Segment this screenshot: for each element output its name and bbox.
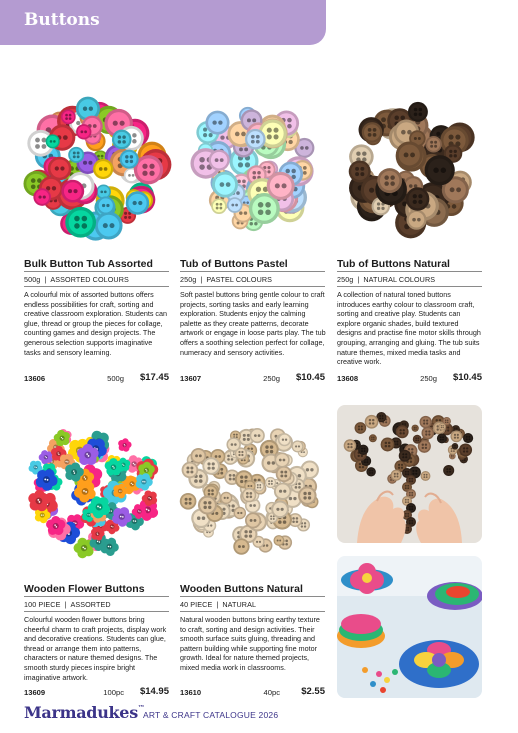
- product-title-13608: Tub of Buttons Natural: [337, 258, 450, 270]
- product-code: 13606: [24, 374, 46, 383]
- product-qty: 500g: [107, 374, 124, 383]
- product-size: 500g: [24, 275, 41, 284]
- product-variant: NATURAL COLOURS: [363, 275, 436, 284]
- product-price: $10.45: [295, 372, 325, 383]
- product-title-13606: Bulk Button Tub Assorted: [24, 258, 153, 270]
- product-price: $17.45: [139, 372, 169, 383]
- section-banner: [0, 0, 326, 45]
- product-code: 13607: [180, 374, 202, 383]
- product-meta: 250g | NATURAL COLOURS: [337, 275, 436, 284]
- product-qty: 250g: [420, 374, 437, 383]
- product-size: 250g: [180, 275, 197, 284]
- product-title-13609: Wooden Flower Buttons: [24, 583, 145, 595]
- brand-trademark: ™: [137, 703, 145, 712]
- product-title-13610: Wooden Buttons Natural: [180, 583, 303, 595]
- meta-divider: [180, 611, 325, 612]
- product-description: Colourful wooden flower buttons bring cheerful charm to craft projects, display work and decorative creations. Students can glue, thread or arrange them into patterns, characters or nature themed designs. The smooth sturdy pieces inspire bright imaginative artwork.: [24, 615, 167, 682]
- price-row: [337, 372, 482, 384]
- product-qty: 250g: [263, 374, 280, 383]
- title-divider: [24, 596, 169, 597]
- product-variant: PASTEL COLOURS: [206, 275, 273, 284]
- flower-buttons-image: [16, 408, 168, 568]
- title-divider: [337, 271, 482, 272]
- product-meta: 250g | PASTEL COLOURS: [180, 275, 273, 284]
- product-price: $10.45: [452, 372, 482, 383]
- price-row: [180, 686, 325, 698]
- meta-divider: [24, 286, 169, 287]
- product-code: 13610: [180, 688, 202, 697]
- price-row: [24, 686, 169, 698]
- meta-divider: [24, 611, 169, 612]
- product-meta: 500g | ASSORTED COLOURS: [24, 275, 129, 284]
- product-title-13607: Tub of Buttons Pastel: [180, 258, 288, 270]
- product-price: $14.95: [139, 686, 169, 697]
- section-title: Buttons: [24, 10, 100, 30]
- title-divider: [180, 596, 325, 597]
- price-row: [24, 372, 169, 384]
- product-size: 250g: [337, 275, 354, 284]
- product-description: A collection of natural toned buttons introduces earthy colour to classroom craft, sorting and creative play. Students can explore organic shades, build textured designs and practise fine motor skills through grouping, arranging and gluing. The tub suits nature themes, mixed media tasks and creative work.: [337, 290, 481, 367]
- product-price: $2.55: [301, 686, 325, 697]
- product-size: 100 PIECE: [24, 600, 61, 609]
- product-variant: ASSORTED COLOURS: [50, 275, 129, 284]
- product-description: A colourful mix of assorted buttons offers endless possibilities for craft, sorting and creative classroom exploration. Students can glue, thread or group the pieces for collage, counting games and design projects. The generous selection supports imaginative tasks and sensory learning.: [24, 290, 168, 357]
- pastel-buttons-image: [176, 90, 326, 248]
- product-description: Natural wooden buttons bring earthy texture to craft, sorting and design activities. Their smooth surface suits gluing, threading and pattern building while supporting fine motor growth. Ideal for nature themed projects, mixed media work in classrooms.: [180, 615, 320, 672]
- product-code: 13609: [24, 688, 46, 697]
- product-meta: 100 PIECE | ASSORTED: [24, 600, 111, 609]
- wooden-buttons-image: [174, 410, 330, 572]
- product-qty: 40pc: [263, 688, 280, 697]
- title-divider: [24, 271, 169, 272]
- product-qty: 100pc: [103, 688, 124, 697]
- catalogue-title: ART & CRAFT CATALOGUE 2026: [143, 710, 279, 720]
- price-row: [180, 372, 325, 384]
- title-divider: [180, 271, 325, 272]
- meta-divider: [180, 286, 325, 287]
- product-variant: NATURAL: [222, 600, 257, 609]
- meta-divider: [337, 286, 482, 287]
- brand-logo: [24, 703, 145, 722]
- product-size: 40 PIECE: [180, 600, 213, 609]
- product-description: Soft pastel buttons bring gentle colour to craft projects, sorting tasks and early learning exploration. Students enjoy the calming palette as they create patterns, decorate artwork or engage in loose parts play. The tub offers a soothing selection perfect for collage, numeracy and sensory activities.: [180, 290, 326, 357]
- product-meta: 40 PIECE | NATURAL: [180, 600, 257, 609]
- natural-buttons-image: [336, 92, 486, 244]
- product-variant: ASSORTED: [70, 600, 111, 609]
- assorted-buttons-image: [14, 88, 174, 248]
- felt-flower-craft-photo: [337, 556, 482, 698]
- product-code: 13608: [337, 374, 359, 383]
- brand-name: Marmadukes: [24, 703, 138, 722]
- button-tree-craft-photo: [337, 405, 482, 543]
